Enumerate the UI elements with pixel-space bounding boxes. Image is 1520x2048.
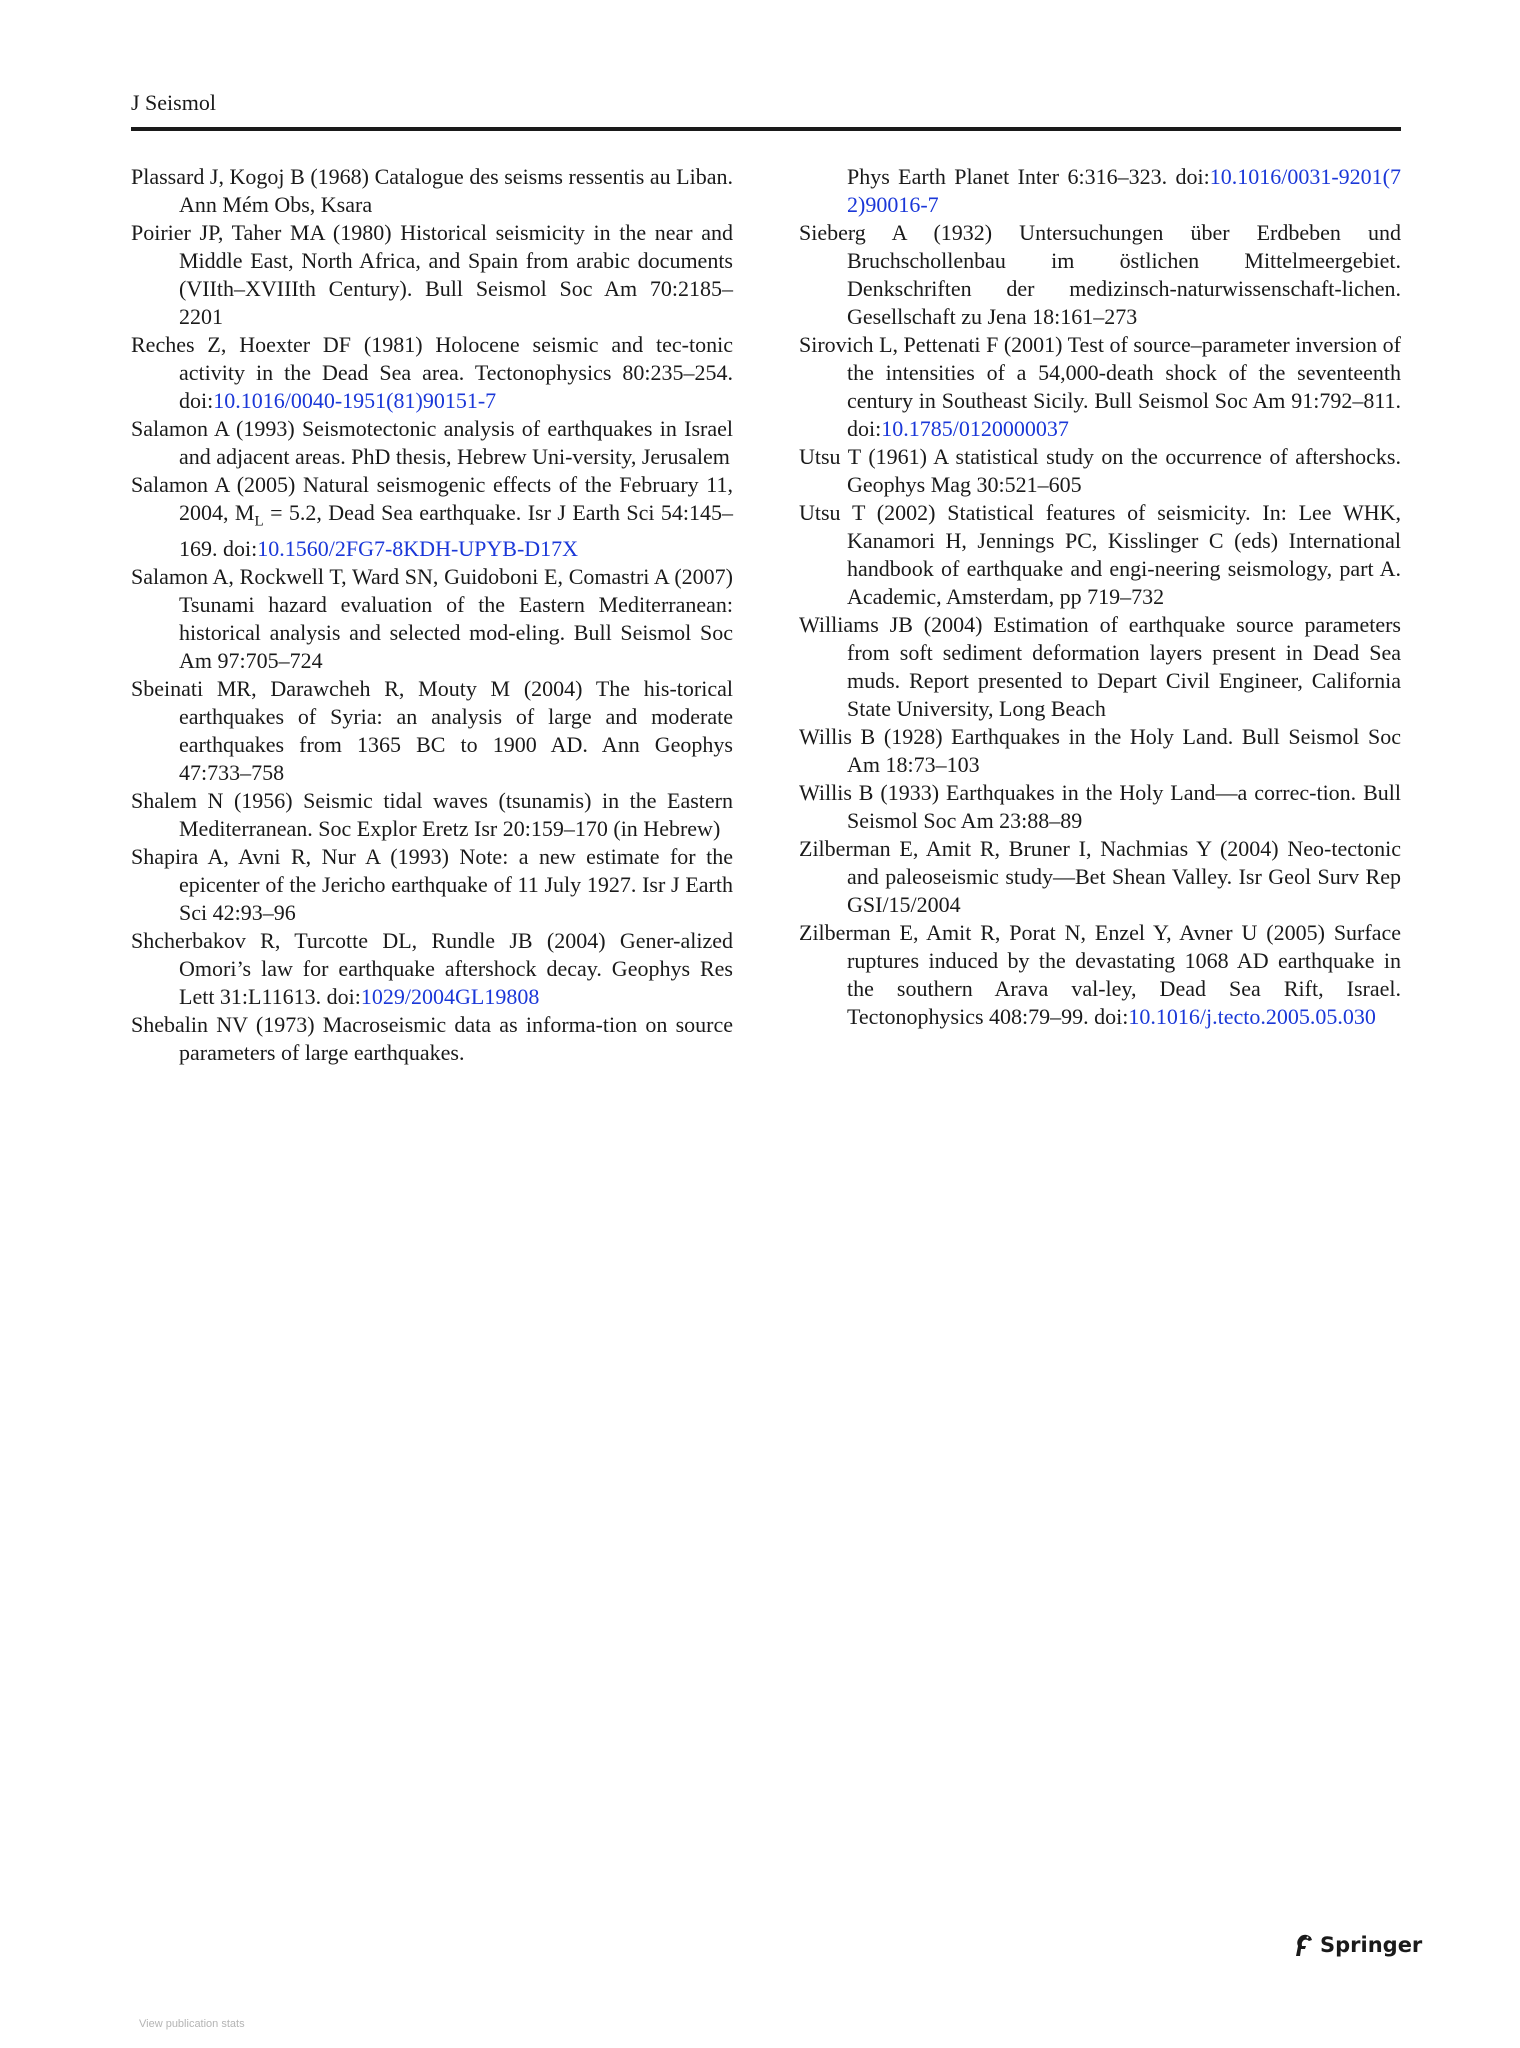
reference-item: Shapira A, Avni R, Nur A (1993) Note: a new estimate for the epicenter of the Jericho earthquake of 11 July 1927. Isr J Earth Sci 42:93–96 <box>131 844 733 926</box>
reference-item: Zilberman E, Amit R, Porat N, Enzel Y, Avner U (2005) Surface ruptures induced by the devastating 1068 AD earthquake in the southern Arava val-ley, Dead Sea Rift, Israel. Tectonophysics 408:79–99. doi:10.1016/j.tecto.2005.05.030 <box>799 920 1401 1029</box>
reference-item: Salamon A (1993) Seismotectonic analysis of earthquakes in Israel and adjacent areas. PhD thesis, Hebrew Uni-versity, Jerusalem <box>131 416 733 469</box>
doi-link[interactable]: 10.1016/0031-9201(72)90016-7 <box>847 164 1401 217</box>
reference-item: Shalem N (1956) Seismic tidal waves (tsunamis) in the Eastern Mediterranean. Soc Explor Eretz Isr 20:159–170 (in Hebrew) <box>131 788 733 842</box>
view-publication-stats-link[interactable]: View publication stats <box>139 2018 245 2030</box>
reference-item: Williams JB (2004) Estimation of earthquake source parameters from soft sediment deformation layers present in Dead Sea muds. Report presented to Depart Civil Engineer, California State University, Long Beach <box>799 612 1401 721</box>
reference-item: Willis B (1933) Earthquakes in the Holy Land—a correc-tion. Bull Seismol Soc Am 23:88–89 <box>799 780 1401 833</box>
springer-wordmark: Springer <box>1320 1933 1423 1957</box>
reference-item: Salamon A, Rockwell T, Ward SN, Guidoboni E, Comastri A (2007) Tsunami hazard evaluation of the Eastern Mediterranean: historical analysis and selected mod-eling. Bull Seismol Soc Am 97:705–724 <box>131 564 733 674</box>
header-rule <box>131 127 1401 131</box>
reference-item: Reches Z, Hoexter DF (1981) Holocene seismic and tec-tonic activity in the Dead Sea area. Tectonophysics 80:235–254. doi:10.1016/0040-1951(81)90151-7 <box>131 332 733 413</box>
reference-item: Utsu T (1961) A statistical study on the occurrence of aftershocks. Geophys Mag 30:521–605 <box>799 444 1401 497</box>
doi-link[interactable]: 10.1016/0040-1951(81)90151-7 <box>213 388 497 413</box>
reference-continuation: Phys Earth Planet Inter 6:316–323. doi:10.1016/0031-9201(72)90016-7 <box>847 164 1401 217</box>
doi-link[interactable]: 10.1785/0120000037 <box>881 416 1069 441</box>
reference-item: Plassard J, Kogoj B (1968) Catalogue des seisms ressentis au Liban. Ann Mém Obs, Ksara <box>131 164 733 217</box>
reference-item: Sieberg A (1932) Untersuchungen über Erdbeben und Bruchschollenbau im östlichen Mittelmeergebiet. Denkschriften der medizinsch-naturwissenschaft-lichen. Gesellschaft zu Jena 18:161–273 <box>799 220 1401 329</box>
reference-item: Utsu T (2002) Statistical features of seismicity. In: Lee WHK, Kanamori H, Jennings PC, Kisslinger C (eds) International handbook of earthquake and engi-neering seismology, part A. Academic, Amsterdam, pp 719–732 <box>799 500 1401 609</box>
doi-link[interactable]: 10.1016/j.tecto.2005.05.030 <box>1128 1004 1376 1029</box>
references-left-column <box>131 163 733 1067</box>
reference-item: Sbeinati MR, Darawcheh R, Mouty M (2004) The his-torical earthquakes of Syria: an analysis of large and moderate earthquakes from 1365 BC to 1900 AD. Ann Geophys 47:733–758 <box>131 676 733 786</box>
reference-item: Poirier JP, Taher MA (1980) Historical seismicity in the near and Middle East, North Africa, and Spain from arabic documents (VIIth–XVIIIth Century). Bull Seismol Soc Am 70:2185–2201 <box>131 220 733 329</box>
reference-item: Sirovich L, Pettenati F (2001) Test of source–parameter inversion of the intensities of a 54,000-death shock of the seventeenth century in Southeast Sicily. Bull Seismol Soc Am 91:792–811. doi:10.1785/0120000037 <box>799 332 1401 441</box>
doi-link[interactable]: 10.1560/2FG7-8KDH-UPYB-D17X <box>257 536 579 562</box>
reference-item: Shebalin NV (1973) Macroseismic data as informa-tion on source parameters of large earthquakes. <box>131 1012 733 1066</box>
reference-item: Salamon A (2005) Natural seismogenic effects of the February 11, 2004, $M_L = 5.2$, Dead Sea earthquake. Isr J Earth Sci 54:145–169. doi:10.1560/2FG7-8KDH-UPYB-D17X <box>131 472 734 562</box>
doi-link[interactable]: 1029/2004GL19808 <box>360 984 540 1010</box>
journal-title: J Seismol <box>131 90 216 115</box>
reference-item: Shcherbakov R, Turcotte DL, Rundle JB (2004) Gener-alized Omori’s law for earthquake aftershock decay. Geophys Res Lett 31:L11613. doi:1029/2004GL19808 <box>131 928 733 1010</box>
reference-item: Willis B (1928) Earthquakes in the Holy Land. Bull Seismol Soc Am 18:73–103 <box>799 724 1401 777</box>
springer-logo <box>1290 1932 1422 1958</box>
references-right-column <box>799 163 1401 1031</box>
reference-item: Zilberman E, Amit R, Bruner I, Nachmias Y (2004) Neo-tectonic and paleoseismic study—Bet Shean Valley. Isr Geol Surv Rep GSI/15/2004 <box>799 836 1401 917</box>
springer-horse-icon <box>1290 1932 1316 1958</box>
